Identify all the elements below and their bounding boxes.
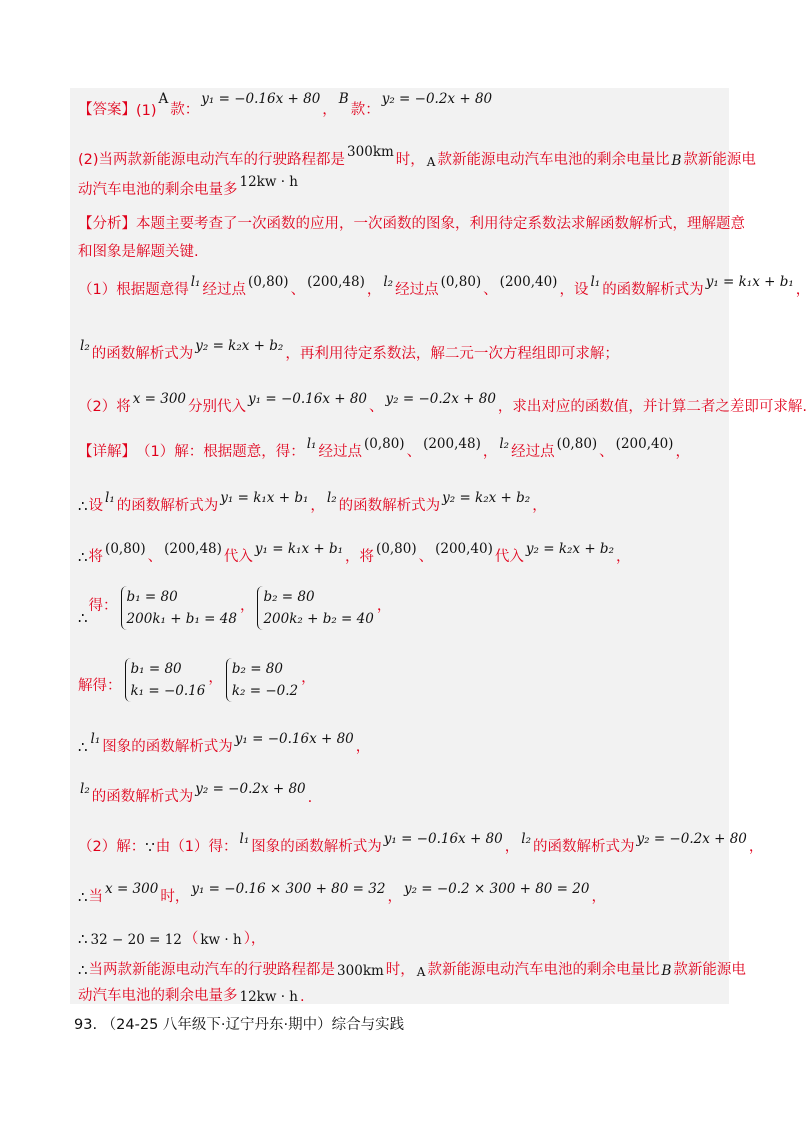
text: ， bbox=[482, 444, 498, 460]
text: ， bbox=[355, 739, 371, 755]
analysis-tag: 【分析】 bbox=[78, 216, 136, 232]
unit: kw · h bbox=[200, 932, 242, 948]
line-label: l₂ bbox=[80, 781, 90, 797]
text: ， bbox=[504, 839, 520, 855]
equation-system bbox=[226, 658, 298, 702]
equation: y₂ = −0.2x + 80 bbox=[636, 831, 747, 847]
detail-line bbox=[78, 436, 690, 461]
text: 图象的函数解析式为 bbox=[251, 839, 382, 855]
detail-line bbox=[78, 541, 631, 566]
text: 的函数解析式为 bbox=[602, 282, 704, 298]
text: 时， bbox=[385, 962, 415, 978]
point: (200,48) bbox=[423, 436, 481, 452]
answer-line bbox=[78, 174, 300, 199]
text: 的函数解析式为 bbox=[91, 789, 194, 805]
text: ， bbox=[239, 597, 255, 614]
text: 解得： bbox=[78, 677, 122, 694]
text: 款新能源电动汽车电池的剩余电量比 bbox=[427, 962, 660, 978]
detail-tag: 【详解】 bbox=[78, 444, 136, 460]
equation: y₁ = k₁x + b₁ bbox=[705, 274, 794, 290]
text: 将 bbox=[88, 549, 104, 565]
text: 由（1）得： bbox=[155, 839, 238, 855]
text: （2）将 bbox=[78, 399, 131, 415]
detail-line bbox=[78, 984, 305, 1005]
text: （1）根据题意得 bbox=[78, 282, 189, 298]
text: ，设 bbox=[559, 282, 589, 298]
text: 、 bbox=[147, 549, 163, 565]
detail-line bbox=[78, 831, 764, 856]
model-a-label: A bbox=[158, 91, 169, 107]
text: 的函数解析式为 bbox=[91, 346, 194, 362]
answer-line bbox=[78, 144, 756, 169]
point: (0,80) bbox=[363, 436, 405, 452]
model-b-label: B bbox=[671, 153, 682, 169]
point: (0,80) bbox=[376, 541, 417, 557]
equation: y₂ = k₂x + b₂ bbox=[525, 541, 614, 557]
question-source: （24-25 八年级下·辽宁丹东·期中）综合与实践 bbox=[101, 1017, 405, 1033]
line-label: l₂ bbox=[326, 490, 337, 506]
text: 代入 bbox=[223, 549, 253, 565]
text: 当两款新能源电动汽车的行驶路程都是 bbox=[88, 962, 336, 978]
point: (0,80) bbox=[556, 436, 598, 452]
point: (200,40) bbox=[499, 274, 558, 290]
text: 图象的函数解析式为 bbox=[102, 739, 233, 755]
text: ， bbox=[591, 889, 606, 905]
equation: y₂ = k₂x + b₂ bbox=[195, 338, 284, 354]
detail-line bbox=[78, 958, 746, 979]
next-question-header bbox=[74, 1013, 404, 1034]
text: . bbox=[299, 989, 305, 1005]
line-label: l₁ bbox=[306, 436, 317, 452]
model-a-label: A bbox=[416, 965, 426, 979]
point: (200,40) bbox=[435, 541, 493, 557]
equation: k₁ = −0.16 bbox=[130, 683, 206, 699]
therefore-symbol: ∴ bbox=[78, 497, 88, 515]
equation: y₂ = −0.2 × 300 + 80 = 20 bbox=[403, 881, 590, 897]
analysis-line bbox=[78, 274, 810, 299]
analysis-line bbox=[78, 240, 199, 261]
therefore-symbol: ∴ bbox=[78, 888, 88, 906]
text: 的函数解析式为 bbox=[532, 839, 635, 855]
line-label: l₁ bbox=[590, 274, 601, 290]
equation: b₁ = 80 bbox=[130, 661, 182, 677]
analysis-line bbox=[78, 391, 808, 416]
model-b-label: B bbox=[661, 963, 672, 979]
text: (2)当两款新能源电动汽车的行驶路程都是 bbox=[78, 152, 346, 168]
text: 动汽车电池的剩余电量多 bbox=[78, 182, 238, 198]
detail-line bbox=[78, 490, 547, 515]
text: ， bbox=[795, 282, 810, 298]
therefore-symbol: ∴ bbox=[78, 548, 88, 566]
line-label: l₁ bbox=[90, 731, 101, 747]
model-a-label: A bbox=[426, 155, 436, 169]
point: (200,48) bbox=[307, 274, 365, 290]
detail-line bbox=[78, 781, 313, 806]
detail-line bbox=[78, 654, 316, 698]
equation: 200k₂ + b₂ = 40 bbox=[263, 611, 374, 627]
text: ， bbox=[532, 498, 547, 514]
line-label: l₁ bbox=[105, 490, 115, 506]
text: （ bbox=[183, 931, 199, 947]
text: 、 bbox=[418, 549, 434, 565]
value: 12kw · h bbox=[239, 989, 298, 1005]
analysis-line bbox=[78, 212, 745, 233]
equation: y₁ = k₁x + b₁ bbox=[254, 541, 344, 557]
detail-line bbox=[78, 881, 606, 906]
analysis-line bbox=[78, 338, 619, 363]
text: 、 bbox=[483, 282, 498, 298]
question-number: 93. bbox=[74, 1017, 98, 1033]
text: 款： bbox=[170, 102, 200, 118]
equation: b₁ = 80 bbox=[126, 589, 178, 605]
equation: b₂ = 80 bbox=[231, 661, 283, 677]
point: (0,80) bbox=[440, 274, 482, 290]
line-label: l₂ bbox=[383, 274, 394, 290]
equation: y₁ = −0.16x + 80 bbox=[248, 391, 368, 407]
value: 12kw · h bbox=[239, 174, 298, 190]
answer-tag: 【答案】 bbox=[78, 102, 136, 118]
part-label: (1) bbox=[136, 103, 157, 119]
line-label: l₂ bbox=[521, 831, 531, 847]
line-label: l₂ bbox=[499, 436, 510, 452]
text: 动汽车电池的剩余电量多 bbox=[78, 988, 238, 1004]
text: ， bbox=[310, 498, 325, 514]
equation: b₂ = 80 bbox=[263, 589, 315, 605]
text: ， bbox=[322, 102, 337, 118]
text: 经过点 bbox=[395, 282, 439, 298]
text: 款新能源电 bbox=[673, 962, 746, 978]
line-label: l₂ bbox=[80, 338, 90, 354]
therefore-symbol: ∴ bbox=[78, 930, 88, 948]
text: 、 bbox=[290, 282, 306, 298]
text: 款： bbox=[350, 102, 380, 118]
point: (200,48) bbox=[164, 541, 222, 557]
answer-line bbox=[78, 91, 494, 119]
text: ， bbox=[301, 669, 316, 686]
equation: y₁ = −0.16x + 80 bbox=[234, 731, 354, 747]
line-label: l₁ bbox=[190, 274, 201, 290]
text: ， bbox=[675, 444, 690, 460]
text: 时， bbox=[160, 889, 190, 905]
point: (0,80) bbox=[247, 274, 289, 290]
equation: x = 300 bbox=[105, 881, 159, 897]
text: 的函数解析式为 bbox=[116, 498, 219, 514]
text: ， bbox=[208, 669, 223, 686]
text: 代入 bbox=[494, 549, 524, 565]
equation: y₂ = −0.2x + 80 bbox=[195, 781, 306, 797]
therefore-symbol: ∴ bbox=[78, 609, 88, 627]
equation: y₂ = −0.2x + 80 bbox=[385, 391, 496, 407]
equation: y₁ = −0.16 × 300 + 80 = 32 bbox=[191, 881, 386, 897]
text: 经过点 bbox=[511, 444, 555, 460]
text: 设 bbox=[88, 498, 104, 514]
text: . bbox=[307, 790, 313, 806]
value: 300km bbox=[347, 144, 394, 160]
equation: y₂ = −0.2x + 80 bbox=[381, 91, 493, 107]
therefore-symbol: ∴ bbox=[78, 738, 88, 756]
line-label: l₁ bbox=[239, 831, 250, 847]
text: ， bbox=[748, 839, 764, 855]
text: 得： bbox=[88, 597, 118, 614]
point: (200,40) bbox=[615, 436, 674, 452]
text: ， bbox=[366, 282, 382, 298]
text: 和图象是解题关键. bbox=[78, 244, 199, 260]
text: ）， bbox=[243, 931, 266, 947]
equation: 200k₁ + b₁ = 48 bbox=[126, 611, 237, 627]
text: 当 bbox=[88, 889, 104, 905]
equation: k₂ = −0.2 bbox=[231, 683, 299, 699]
equation: y₂ = k₂x + b₂ bbox=[442, 490, 531, 506]
detail-line bbox=[78, 927, 265, 948]
detail-line bbox=[78, 731, 371, 756]
text: 本题主要考查了一次函数的应用，一次函数的图象，利用待定系数法求解函数解析式，理解题意 bbox=[136, 216, 745, 232]
value: 300km bbox=[337, 963, 384, 979]
text: （2）解： bbox=[78, 839, 146, 855]
text: ，将 bbox=[345, 549, 375, 565]
text: ，求出对应的函数值，并计算二者之差即可求解. bbox=[497, 399, 808, 415]
equation: x = 300 bbox=[132, 391, 187, 407]
equation-system bbox=[121, 586, 237, 630]
text: 经过点 bbox=[318, 444, 362, 460]
text: ， bbox=[615, 549, 631, 565]
text: 时， bbox=[395, 152, 425, 168]
text: （1）解：根据题意，得： bbox=[136, 444, 305, 460]
detail-line bbox=[78, 582, 391, 626]
equation: 32 − 20 = 12 bbox=[90, 932, 182, 948]
text: ， bbox=[376, 597, 392, 614]
text: 款新能源电 bbox=[683, 152, 756, 168]
equation: y₁ = −0.16x + 80 bbox=[201, 91, 321, 107]
text: 、 bbox=[406, 444, 422, 460]
equation-system bbox=[125, 658, 206, 702]
text: 款新能源电动汽车电池的剩余电量比 bbox=[437, 152, 670, 168]
equation: y₁ = −0.16x + 80 bbox=[383, 831, 503, 847]
text: 的函数解析式为 bbox=[338, 498, 441, 514]
point: (0,80) bbox=[105, 541, 146, 557]
text: ，再利用待定系数法，解二元一次方程组即可求解； bbox=[285, 346, 619, 362]
equation-system bbox=[257, 586, 373, 630]
therefore-symbol: ∴ bbox=[78, 961, 88, 979]
text: 分别代入 bbox=[188, 399, 247, 415]
text: 、 bbox=[369, 399, 384, 415]
because-symbol: ∵ bbox=[145, 838, 155, 856]
text: 、 bbox=[599, 444, 614, 460]
model-b-label: B bbox=[338, 91, 349, 107]
text: 经过点 bbox=[202, 282, 246, 298]
text: ， bbox=[387, 889, 402, 905]
equation: y₁ = k₁x + b₁ bbox=[220, 490, 309, 506]
